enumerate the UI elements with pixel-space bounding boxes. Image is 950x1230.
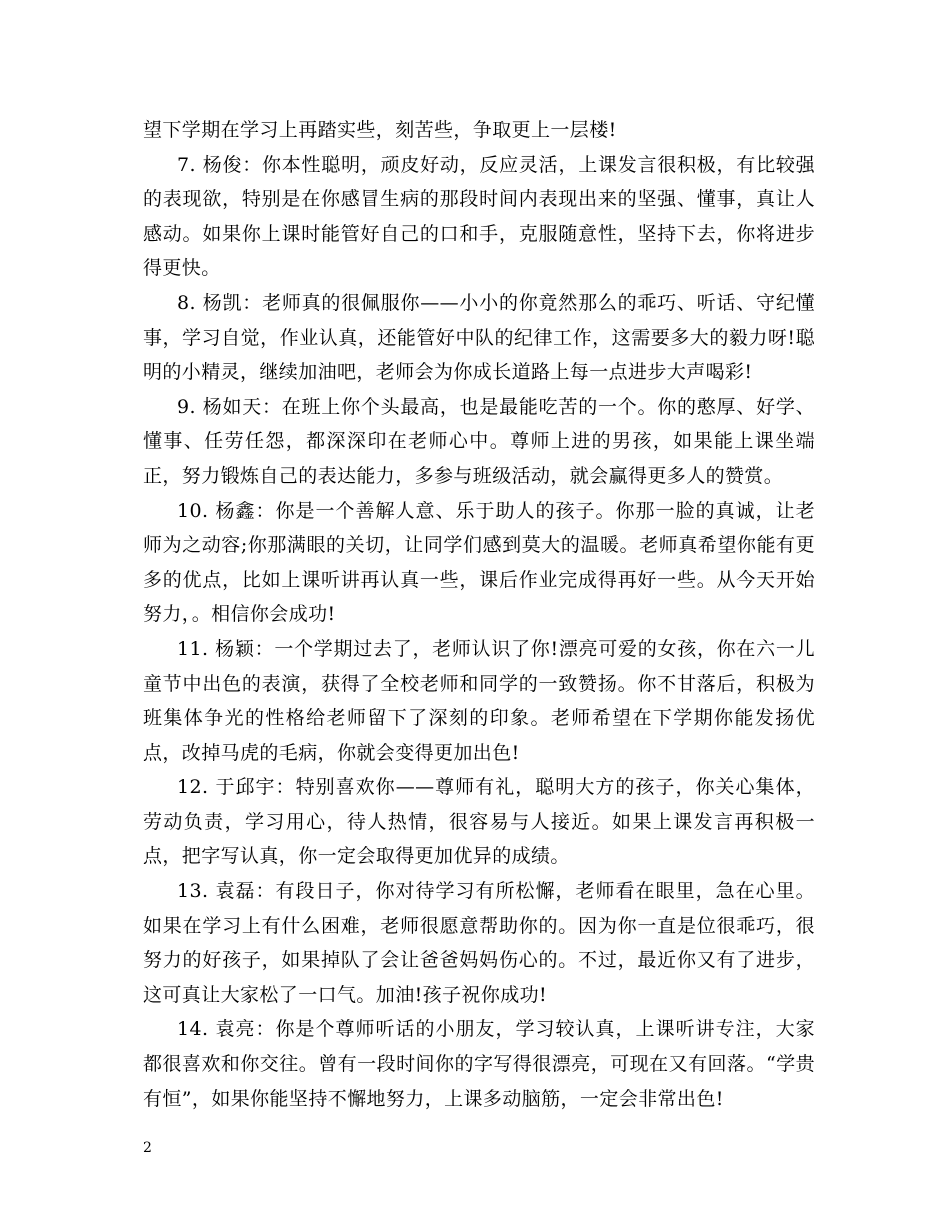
- paragraph-13: 13. 袁磊：有段日子，你对待学习有所松懈，老师看在眼里，急在心里。如果在学习上有什么困难，老师很愿意帮助你的。因为你一直是位很乖巧，很努力的好孩子，如果掉队了会让爸爸妈妈伤心的。不过，最近你又有了进步，这可真让大家松了一口气。加油!孩子祝你成功!: [143, 880, 815, 1006]
- paragraph-9: 9. 杨如天：在班上你个头最高，也是最能吃苦的一个。你的憨厚、好学、懂事、任劳任怨，都深深印在老师心中。尊师上进的男孩，如果能上课坐端正，努力锻炼自己的表达能力，多参与班级活动，就会赢得更多人的赞赏。: [143, 395, 815, 487]
- paragraph-12: 12. 于邱宇：特别喜欢你——尊师有礼，聪明大方的孩子，你关心集体，劳动负责，学习用心，待人热情，很容易与人接近。如果上课发言再积极一点，把字写认真，你一定会取得更加优异的成绩。: [143, 776, 815, 868]
- document-body: [143, 113, 815, 1116]
- paragraph-7: 7. 杨俊：你本性聪明，顽皮好动，反应灵活，上课发言很积极，有比较强的表现欲，特别是在你感冒生病的那段时间内表现出来的坚强、懂事，真让人感动。如果你上课时能管好自己的口和手，克服随意性，坚持下去，你将进步得更快。: [143, 153, 815, 280]
- paragraph-14: 14. 袁亮：你是个尊师听话的小朋友，学习较认真，上课听讲专注，大家都很喜欢和你交往。曾有一段时间你的字写得很漂亮，可现在又有回落。“学贵有恒”，如果你能坚持不懈地努力，上课多动脑筋，一定会非常出色!: [143, 1018, 815, 1110]
- paragraph-8: 8. 杨凯：老师真的很佩服你——小小的你竟然那么的乖巧、听话、守纪懂事，学习自觉，作业认真，还能管好中队的纪律工作，这需要多大的毅力呀!聪明的小精灵，继续加油吧，老师会为你成长道路上每一点进步大声喝彩!: [143, 291, 815, 384]
- page-number: 2: [143, 1140, 152, 1156]
- paragraph-11: 11. 杨颖：一个学期过去了，老师认识了你!漂亮可爱的女孩，你在六一儿童节中出色的表演，获得了全校老师和同学的一致赞扬。你不甘落后，积极为班集体争光的性格给老师留下了深刻的印象。老师希望在下学期你能发扬优点，改掉马虎的毛病，你就会变得更加出色!: [143, 637, 815, 764]
- paragraph-10: 10. 杨鑫：你是一个善解人意、乐于助人的孩子。你那一脸的真诚，让老师为之动容;你那满眼的关切，让同学们感到莫大的温暖。老师真希望你能有更多的优点，比如上课听讲再认真一些，课后作业完成得再好一些。从今天开始努力，。相信你会成功!: [143, 499, 815, 626]
- paragraph-continuation: 望下学期在学习上再踏实些，刻苦些，争取更上一层楼!: [143, 119, 617, 141]
